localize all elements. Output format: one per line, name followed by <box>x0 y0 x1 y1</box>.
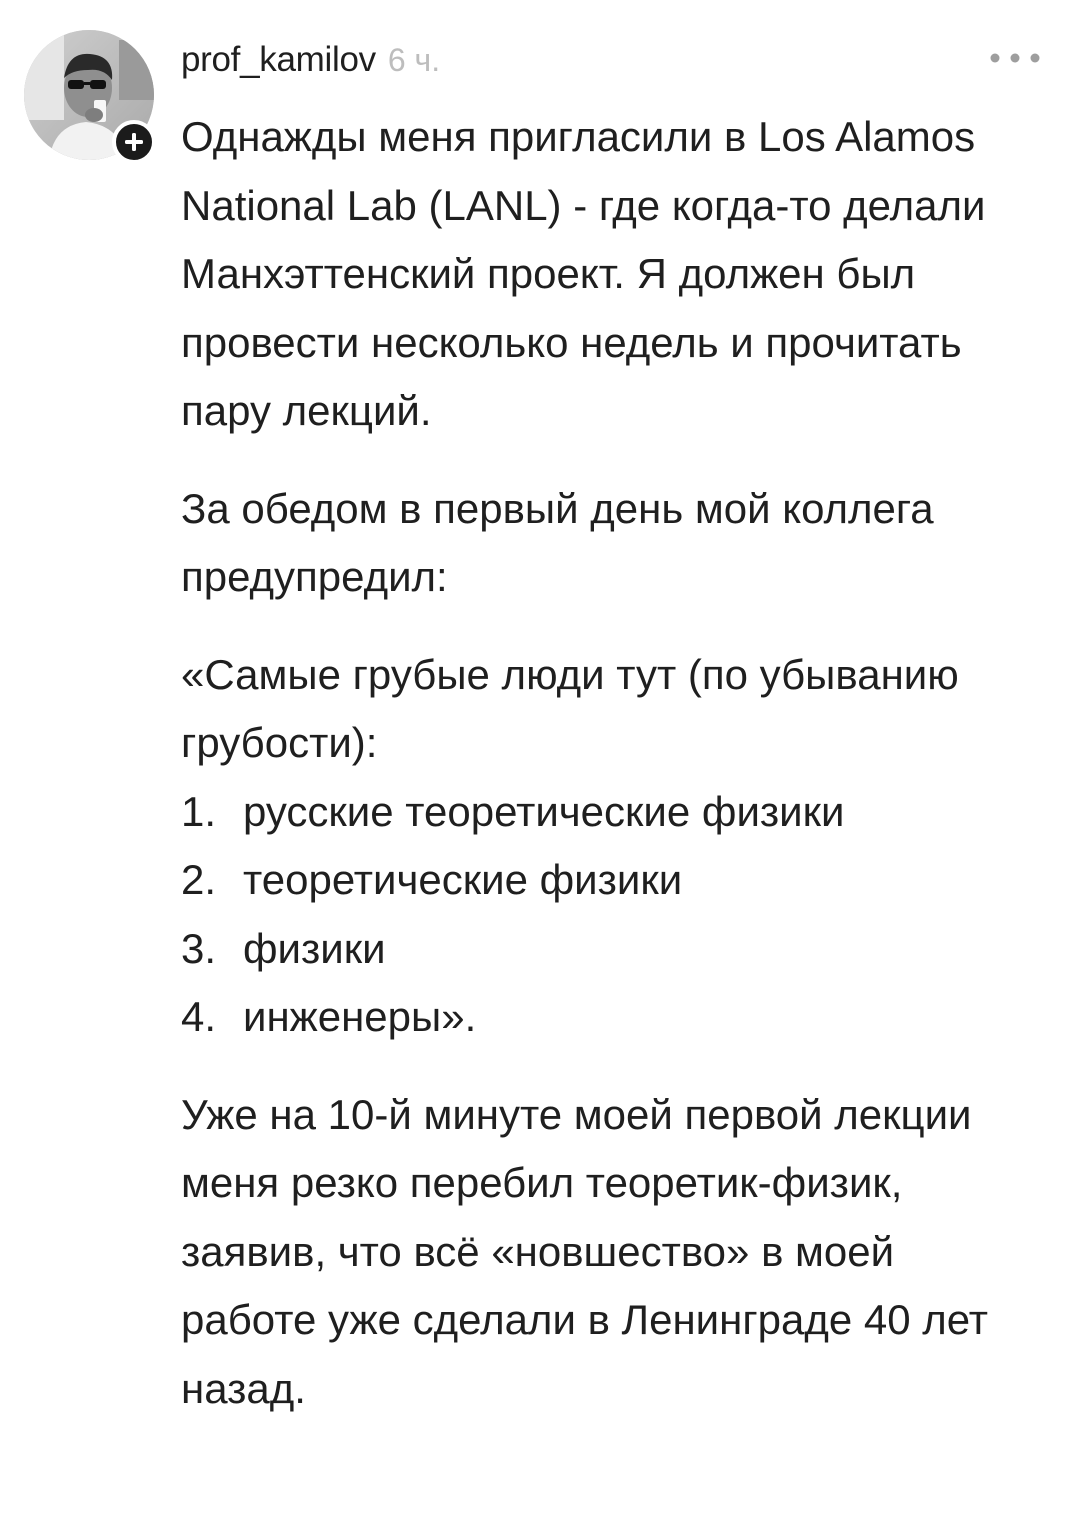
list-number: 4. <box>181 993 217 1040</box>
post-body <box>181 103 1041 1423</box>
list-text: физики <box>243 924 386 972</box>
post-header <box>181 40 440 90</box>
paragraph-lunch: За обедом в первый день мой коллега предупредил: <box>181 484 934 600</box>
list-number: 3. <box>181 924 217 972</box>
list-item <box>181 983 1041 1052</box>
list-item <box>181 915 1041 984</box>
plus-icon <box>123 131 145 153</box>
more-button[interactable] <box>980 38 1050 78</box>
timestamp: 6 ч. <box>387 42 441 78</box>
username[interactable]: prof_kamilov <box>181 40 376 79</box>
list-item <box>181 846 1041 915</box>
follow-button[interactable] <box>112 120 156 164</box>
list-text: инженеры». <box>243 993 477 1040</box>
paragraph-intro: Однажды меня пригласили в Los Alamos National Lab (LANL) - где когда-то делали Манхэттенский проект. Я должен был провести несколько недель и прочитать пару лекций. <box>181 113 986 434</box>
list-item <box>181 778 1041 847</box>
paragraph-lecture: Уже на 10-й минуте моей первой лекции меня резко перебил теоретик-физик, заявив, что всё «новшество» в моей работе уже сделали в Ленинграде 40 лет назад. <box>181 1090 988 1412</box>
list-text: русские теоретические физики <box>243 787 845 835</box>
paragraph-quote: «Самые грубые люди тут (по убыванию грубости): <box>181 650 959 766</box>
list-number: 1. <box>181 787 217 835</box>
list-text: теоретические физики <box>243 856 683 903</box>
list-number: 2. <box>181 856 217 903</box>
rudeness-list <box>181 778 1041 1052</box>
more-horizontal-icon <box>987 52 1043 64</box>
